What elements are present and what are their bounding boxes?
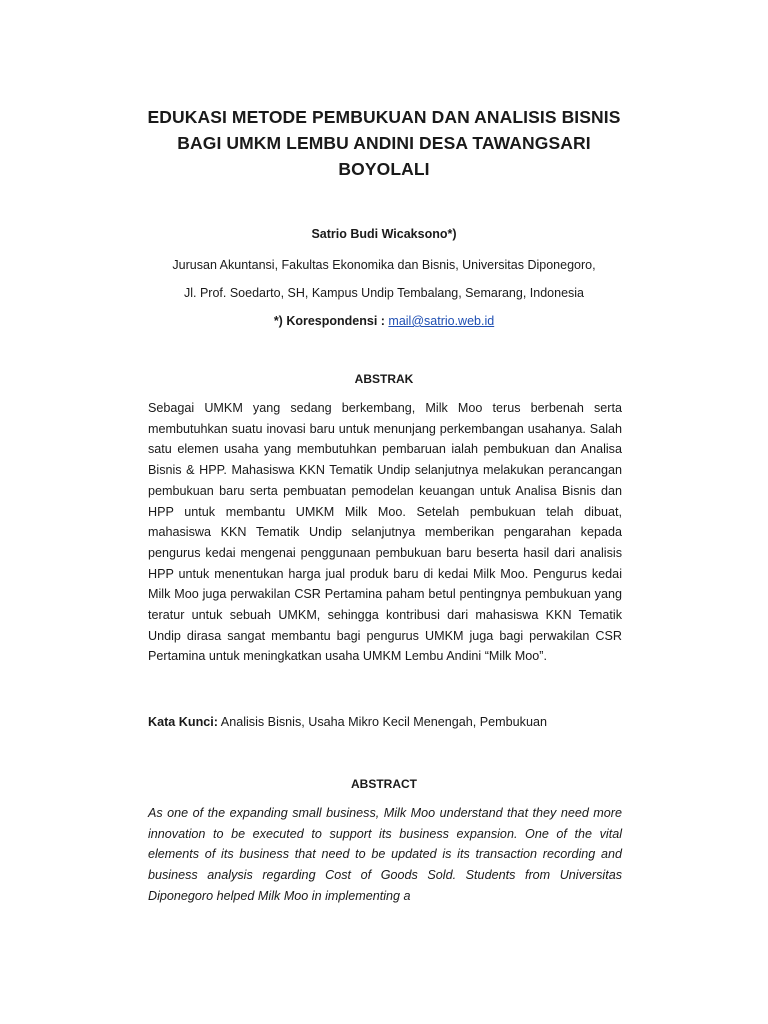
keywords [148, 712, 622, 732]
keywords-text: Analisis Bisnis, Usaha Mikro Kecil Menengah, Pembukuan [217, 715, 547, 729]
abstract-heading: ABSTRACT [351, 777, 417, 791]
affiliation-line-1: Jurusan Akuntansi, Fakultas Ekonomika dan Bisnis, Universitas Diponegoro, [172, 258, 596, 272]
title-line-1: EDUKASI METODE PEMBUKUAN DAN ANALISIS BISNIS [147, 107, 621, 127]
abstract-body: As one of the expanding small business, Milk Moo understand that they need more innovation to be executed to support its business expansion. One of the vital elements of its business that need to be updated is its transaction recording and business analysis regarding Cost of Goods Sold. Students from Universitas Diponegoro helped Milk Moo in implementing a [148, 806, 622, 903]
title-line-3: BOYOLALI [338, 159, 430, 179]
title-line-2: BAGI UMKM LEMBU ANDINI DESA TAWANGSARI [177, 133, 591, 153]
keywords-label: Kata Kunci: [148, 715, 218, 729]
affiliation-line-2: Jl. Prof. Soedarto, SH, Kampus Undip Tembalang, Semarang, Indonesia [184, 286, 584, 300]
correspondence-email-link[interactable]: mail@satrio.web.id [388, 314, 495, 328]
correspondence-label: *) Korespondensi : [273, 314, 389, 328]
correspondence [0, 313, 768, 329]
paper-title [100, 104, 668, 182]
abstrak-body: Sebagai UMKM yang sedang berkembang, Milk Moo terus berbenah serta membutuhkan suatu inovasi baru untuk menunjang perkembangan usahanya. Salah satu elemen usaha yang membutuhkan pembaruan ialah pembukuan dan Analisa Bisnis & HPP. Mahasiswa KKN Tematik Undip selanjutnya melakukan perancangan pembukuan baru serta pembuatan pemodelan keuangan untuk Analisa Bisnis dan HPP untuk membantu UMKM Milk Moo. Setelah pembukuan telah dibuat, mahasiswa KKN Tematik Undip selanjutnya memberikan pengarahan kepada pengurus kedai mengenai penggunaan pembukuan baru beserta hasil dari analisis HPP untuk menentukan harga jual produk baru di kedai Milk Moo. Pengurus kedai Milk Moo juga perwakilan CSR Pertamina paham betul pentingnya pembukuan yang teratur untuk sebuah UMKM, sehingga kontribusi dari mahasiswa KKN Tematik Undip dirasa sangat membantu bagi pengurus UMKM juga bagi perwakilan CSR Pertamina untuk meningkatkan usaha UMKM Lembu Andini “Milk Moo”. [148, 401, 622, 664]
abstrak-heading: ABSTRAK [354, 372, 414, 386]
author-name: Satrio Budi Wicaksono*) [311, 227, 457, 241]
